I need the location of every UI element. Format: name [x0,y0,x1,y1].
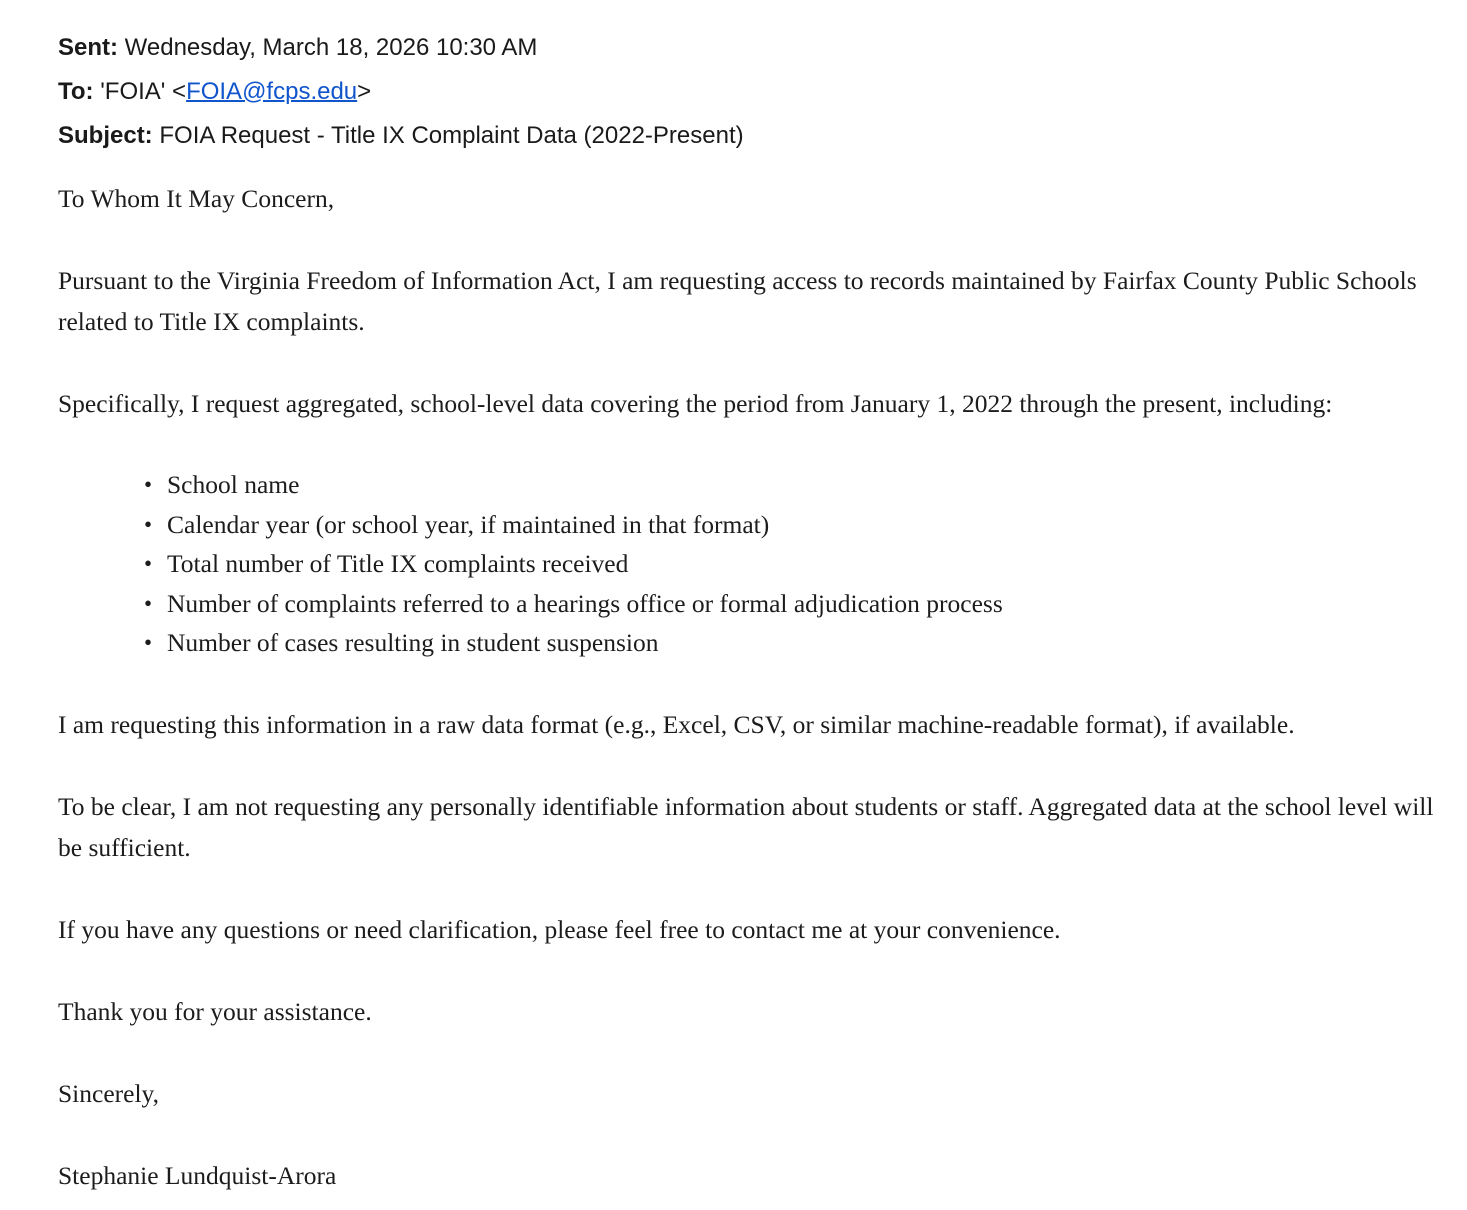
email-header-block [0,0,1467,158]
signature-name: Stephanie Lundquist-Arora [58,1160,337,1190]
closing-salutation: Sincerely, [58,1078,160,1108]
body-paragraph-1: Pursuant to the Virginia Freedom of Information Act, I am requesting access to records maintained by Fairfax County Public Schools related to Title IX complaints. [58,266,1417,336]
spacer [58,219,1443,260]
spacer [58,868,1443,909]
subject-value: FOIA Request - Title IX Complaint Data (2022-Present) [159,122,744,149]
body-paragraph-5: If you have any questions or need clarification, please feel free to contact me at your convenience. [58,914,1061,944]
spacer [58,424,1443,465]
sent-label: Sent: [58,34,118,61]
spacer [58,158,1443,178]
to-label: To: [58,78,94,105]
list-item: • Calendar year (or school year, if maintained in that format) [58,505,1443,545]
body-paragraph-4: To be clear, I am not requesting any personally identifiable information about students or staff. Aggregated data at the school level will be sufficient. [58,791,1434,862]
list-item: • School name [58,465,1443,505]
salutation: To Whom It May Concern, [58,184,335,213]
subject-label: Subject: [58,122,153,149]
body-paragraph-6: Thank you for your assistance. [58,996,372,1026]
spacer [58,745,1443,786]
header-row-to [58,70,1467,114]
to-recipient-prefix: 'FOIA' < [100,78,187,105]
list-item: • Number of complaints referred to a hearings office or formal adjudication process [58,584,1443,624]
spacer [58,1114,1443,1155]
spacer [58,950,1443,991]
requested-data-bullet-list [58,465,1443,663]
list-item: • Number of cases resulting in student suspension [58,623,1443,663]
email-body [0,158,1467,1196]
sent-value: Wednesday, March 18, 2026 10:30 AM [124,34,538,61]
header-row-sent [58,26,1467,70]
header-row-subject [58,114,1467,158]
list-item: • Total number of Title IX complaints received [58,544,1443,584]
spacer [58,663,1443,704]
to-recipient-suffix: > [357,78,372,105]
spacer [58,1032,1443,1073]
body-paragraph-3: I am requesting this information in a raw data format (e.g., Excel, CSV, or similar machine-readable format), if available. [58,709,1295,739]
spacer [58,342,1443,383]
body-paragraph-2: Specifically, I request aggregated, school-level data covering the period from January 1, 2022 through the present, including: [58,389,1333,418]
foia-email-link[interactable]: FOIA@fcps.edu [186,78,358,105]
